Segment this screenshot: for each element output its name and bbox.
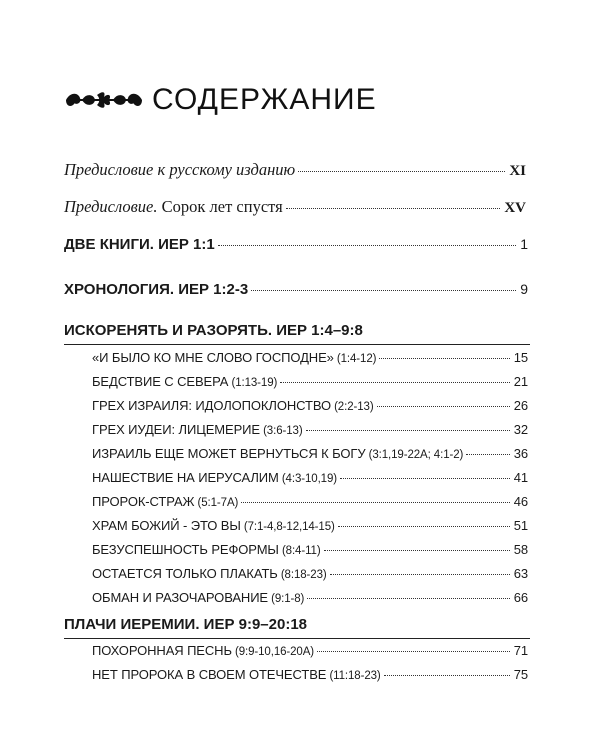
- page-number: 58: [513, 542, 528, 557]
- page-title: СОДЕРЖАНИЕ: [152, 83, 377, 116]
- dot-leader: [377, 406, 510, 407]
- entry-title: ГРЕХ ИУДЕИ: ЛИЦЕМЕРИЕ (3:6-13): [92, 422, 303, 437]
- toc-subentry[interactable]: [92, 398, 528, 413]
- page-number: 32: [513, 422, 528, 437]
- entry-title: Предисловие. Сорок лет спустя: [64, 197, 283, 216]
- page-number: 51: [513, 518, 528, 533]
- toc-subentry[interactable]: [92, 374, 528, 389]
- page-number: 63: [513, 566, 528, 581]
- dot-leader: [340, 478, 510, 479]
- entry-title: ХРОНОЛОГИЯ. ИЕР 1:2-3: [64, 281, 249, 298]
- entry-title: ГРЕХ ИЗРАИЛЯ: ИДОЛОПОКЛОНСТВО (2:2-13): [92, 398, 374, 413]
- toc-subentry[interactable]: [92, 643, 528, 658]
- entry-title: БЕДСТВИЕ С СЕВЕРА (1:13-19): [92, 374, 278, 389]
- page-number: 66: [513, 590, 528, 605]
- toc-entry-preface-russian[interactable]: [64, 160, 526, 180]
- page-number: 15: [513, 350, 528, 365]
- toc-subentry[interactable]: [92, 470, 528, 485]
- entry-title: ПРОРОК-СТРАЖ (5:1-7А): [92, 494, 239, 509]
- part-title-laments[interactable]: ПЛАЧИ ИЕРЕМИИ. ИЕР 9:9–20:18: [64, 616, 308, 633]
- dot-leader: [324, 550, 510, 551]
- dot-leader: [298, 171, 505, 172]
- dot-leader: [330, 574, 510, 575]
- part-title-uproot[interactable]: ИСКОРЕНЯТЬ И РАЗОРЯТЬ. ИЕР 1:4–9:8: [64, 322, 363, 339]
- page-number: 46: [513, 494, 528, 509]
- entry-title: ДВЕ КНИГИ. ИЕР 1:1: [64, 236, 215, 253]
- toc-entry-preface-forty-years[interactable]: [64, 197, 526, 217]
- toc-subentry[interactable]: [92, 494, 528, 509]
- dot-leader: [251, 290, 516, 291]
- entry-title: ХРАМ БОЖИЙ - ЭТО ВЫ (7:1-4,8-12,14-15): [92, 518, 335, 533]
- page-number: 26: [513, 398, 528, 413]
- part-divider: [64, 344, 530, 345]
- toc-subentry[interactable]: [92, 667, 528, 682]
- toc-entry-two-books[interactable]: [64, 236, 528, 253]
- dot-leader: [241, 502, 509, 503]
- toc-heading: [64, 82, 377, 118]
- entry-title: НАШЕСТВИЕ НА ИЕРУСАЛИМ (4:3-10,19): [92, 470, 337, 485]
- page-number: 75: [513, 667, 528, 682]
- toc-subentry[interactable]: [92, 542, 528, 557]
- toc-subentry[interactable]: [92, 422, 528, 437]
- page-number: 9: [520, 281, 528, 297]
- page-number: 21: [513, 374, 528, 389]
- part-divider: [64, 638, 530, 639]
- page-number: XV: [504, 200, 526, 216]
- entry-title: Предисловие к русскому изданию: [64, 160, 296, 179]
- page-number: XI: [509, 163, 526, 179]
- dot-leader: [306, 430, 510, 431]
- toc-subentry[interactable]: [92, 518, 528, 533]
- dot-leader: [307, 598, 509, 599]
- entry-title: ИЗРАИЛЬ ЕЩЕ МОЖЕТ ВЕРНУТЬСЯ К БОГУ (3:1,19-22А; 4:1-2): [92, 446, 464, 461]
- page-number: 1: [520, 236, 528, 252]
- toc-entry-chronology[interactable]: [64, 281, 528, 298]
- entry-title: ПОХОРОННАЯ ПЕСНЬ (9:9-10,16-20А): [92, 643, 315, 658]
- page-number: 41: [513, 470, 528, 485]
- dot-leader: [286, 208, 501, 209]
- toc-subentry[interactable]: [92, 566, 528, 581]
- dot-leader: [466, 454, 509, 455]
- page-number: 71: [513, 643, 528, 658]
- dot-leader: [379, 358, 509, 359]
- dot-leader: [317, 651, 510, 652]
- entry-title: БЕЗУСПЕШНОСТЬ РЕФОРМЫ (8:4-11): [92, 542, 321, 557]
- dot-leader: [280, 382, 510, 383]
- dot-leader: [338, 526, 510, 527]
- toc-subentry[interactable]: [92, 590, 528, 605]
- entry-title: ОСТАЕТСЯ ТОЛЬКО ПЛАКАТЬ (8:18-23): [92, 566, 327, 581]
- entry-title: НЕТ ПРОРОКА В СВОЕМ ОТЕЧЕСТВЕ (11:18-23): [92, 667, 381, 682]
- toc-subentry[interactable]: [92, 446, 528, 461]
- entry-title: ОБМАН И РАЗОЧАРОВАНИЕ (9:1-8): [92, 590, 305, 605]
- ornamental-vine-icon: [64, 89, 144, 111]
- toc-subentry[interactable]: [92, 350, 528, 365]
- dot-leader: [218, 245, 516, 246]
- page-number: 36: [513, 446, 528, 461]
- entry-title: «И БЫЛО КО МНЕ СЛОВО ГОСПОДНЕ» (1:4-12): [92, 350, 377, 365]
- dot-leader: [384, 675, 510, 676]
